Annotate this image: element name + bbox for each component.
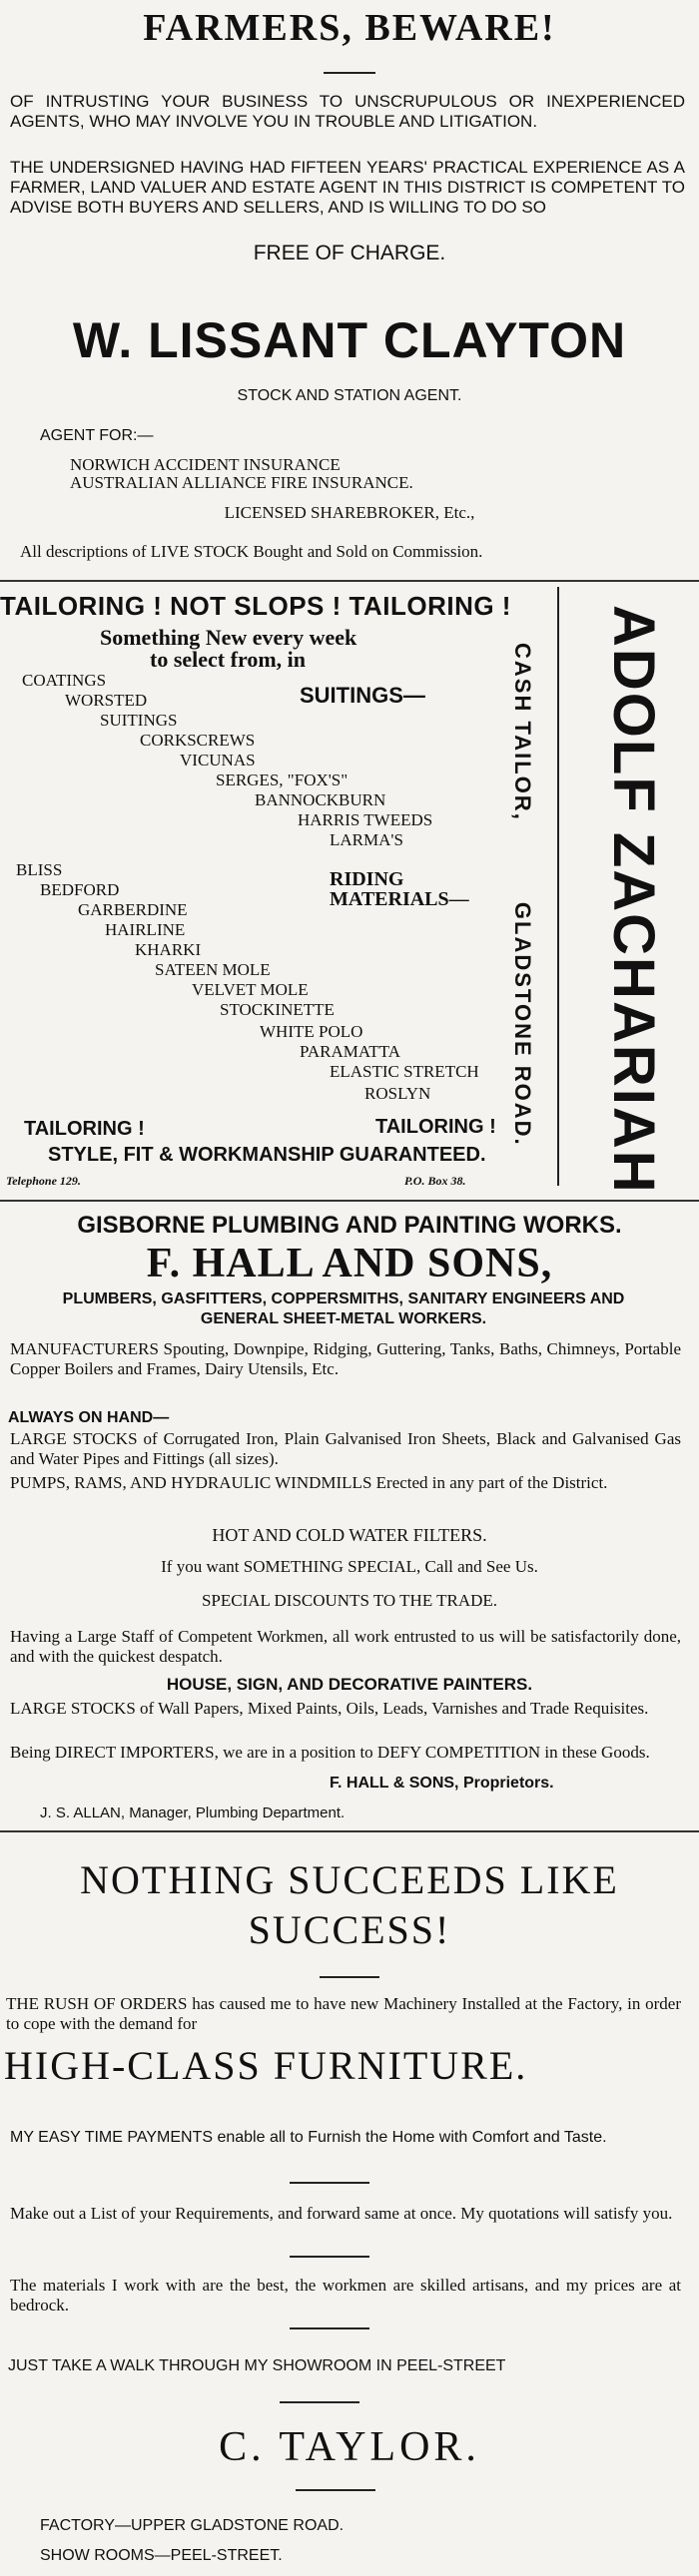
ad4-rush: THE RUSH OF ORDERS has caused me to have new Machinery Installed at the Factory, in order to cope with the demand for: [6, 1994, 681, 2033]
ad1-agent-for: AGENT FOR:—: [40, 427, 154, 444]
ad2-sub1: Something New every week: [100, 625, 357, 650]
ad1-heading: FARMERS, BEWARE!: [143, 7, 556, 49]
ad1-para1: OF INTRUSTING YOUR BUSINESS TO UNSCRUPULOUS OR INEXPERIENCED AGENTS, WHO MAY INVOLVE YOU IN TROUBLE AND LITIGATION.: [10, 92, 685, 131]
suiting-item: SUITINGS: [100, 711, 178, 730]
ad2-guarantee: STYLE, FIT & WORKMANSHIP GUARANTEED.: [48, 1144, 486, 1166]
ad2-riding-label-2: MATERIALS—: [330, 888, 469, 910]
ad4-factory: FACTORY—UPPER GLADSTONE ROAD.: [40, 2517, 345, 2534]
ad3-discounts: SPECIAL DISCOUNTS TO THE TRADE.: [201, 1591, 498, 1610]
ad3-trades: PLUMBERS, GASFITTERS, COPPERSMITHS, SANITARY ENGINEERS AND GENERAL SHEET-METAL WORKERS.: [62, 1290, 625, 1327]
suiting-item: COATINGS: [22, 671, 107, 690]
ad3-special: If you want SOMETHING SPECIAL, Call and See Us.: [161, 1557, 538, 1576]
riding-item: ELASTIC STRETCH: [330, 1062, 479, 1081]
ad1-title: STOCK AND STATION AGENT.: [237, 387, 462, 404]
ad4-furniture: HIGH-CLASS FURNITURE.: [4, 2043, 528, 2088]
ad3-wallpapers: LARGE STOCKS of Wall Papers, Mixed Paints, Oils, Leads, Varnishes and Trade Requisites.: [10, 1699, 649, 1718]
ad4-rule-5: [296, 2489, 375, 2491]
riding-item: KHARKI: [135, 940, 202, 959]
ad3-staff: Having a Large Staff of Competent Workmen, all work entrusted to us will be satisfactorily done, and with the quickest despatch.: [10, 1627, 681, 1666]
ad3-painters: HOUSE, SIGN, AND DECORATIVE PAINTERS.: [166, 1675, 533, 1694]
ad2-side-name: ADOLF ZACHARIAH: [601, 605, 666, 1195]
suiting-item: SERGES, "FOX'S": [216, 771, 349, 789]
ad4-heading-rule: [320, 1976, 379, 1978]
riding-item: BEDFORD: [40, 880, 120, 899]
ad2-side-sub: CASH TAILOR, GLADSTONE ROAD.: [510, 643, 535, 1147]
riding-item: PARAMATTA: [300, 1042, 400, 1061]
ad1-agency-1: NORWICH ACCIDENT INSURANCE: [70, 455, 341, 474]
ad4-materials: The materials I work with are the best, the workmen are skilled artisans, and my prices are at bedrock.: [10, 2276, 681, 2315]
ad2-suitings-label: SUITINGS—: [300, 683, 425, 708]
ad3-stocks: LARGE STOCKS of Corrugated Iron, Plain Galvanised Iron Sheets, Black and Galvanised Gas and Water Pipes and Fittings (all sizes).: [10, 1429, 681, 1468]
riding-item: HAIRLINE: [105, 920, 186, 939]
riding-item: ROSLYN: [364, 1084, 431, 1103]
ad2-headline: TAILORING ! NOT SLOPS ! TAILORING !: [0, 591, 511, 621]
ad4-heading-2: SUCCESS!: [248, 1907, 451, 1952]
suiting-item: BANNOCKBURN: [255, 790, 386, 809]
ad4-rule-3: [290, 2327, 369, 2329]
ad4-rule-1: [290, 2182, 369, 2184]
ad2-pobox: P.O. Box 38.: [404, 1174, 466, 1188]
divider-3: [0, 1830, 699, 1832]
ad2-telephone: Telephone 129.: [6, 1174, 81, 1188]
ad2-side-rule: [557, 587, 559, 1186]
ad1-broker: LICENSED SHAREBROKER, Etc.,: [224, 503, 475, 522]
ad2-tailoring-left: TAILORING !: [24, 1118, 145, 1140]
ad1-free-of-charge: FREE OF CHARGE.: [253, 242, 446, 264]
riding-item: WHITE POLO: [260, 1022, 363, 1041]
riding-item: SATEEN MOLE: [155, 960, 271, 979]
suiting-item: LARMA'S: [330, 830, 403, 849]
suiting-item: VICUNAS: [180, 751, 256, 770]
ad4-showrooms: SHOW ROOMS—PEEL-STREET.: [40, 2547, 283, 2564]
ad3-name: F. HALL AND SONS,: [146, 1241, 553, 1287]
ad3-heading: GISBORNE PLUMBING AND PAINTING WORKS.: [77, 1212, 622, 1239]
ad3-always: ALWAYS ON HAND—: [8, 1409, 170, 1426]
ad2-riding-label-1: RIDING: [330, 868, 404, 890]
ad4-payments: MY EASY TIME PAYMENTS enable all to Furnish the Home with Comfort and Taste.: [10, 2129, 607, 2146]
ad3-filters: HOT AND COLD WATER FILTERS.: [212, 1525, 487, 1545]
suiting-item: WORSTED: [65, 691, 148, 710]
divider-2: [0, 1200, 699, 1202]
ad2-tailoring-right: TAILORING !: [375, 1116, 496, 1138]
ad4-walk: JUST TAKE A WALK THROUGH MY SHOWROOM IN PEEL-STREET: [8, 2357, 506, 2374]
ad3-manufacturers: MANUFACTURERS Spouting, Downpipe, Ridging, Guttering, Tanks, Baths, Chimneys, Portable Copper Boilers and Frames, Dairy Utensils, Etc.: [10, 1339, 681, 1378]
ad3-importers: Being DIRECT IMPORTERS, we are in a position to DEFY COMPETITION in these Goods.: [10, 1743, 650, 1762]
riding-item: VELVET MOLE: [192, 980, 309, 999]
ad2-sub2: to select from, in: [150, 647, 306, 672]
ad4-name: C. TAYLOR.: [219, 2424, 480, 2470]
riding-item: STOCKINETTE: [220, 1000, 335, 1019]
ad1-heading-rule: [324, 72, 375, 74]
ad1-livestock: All descriptions of LIVE STOCK Bought and Sold on Commission.: [20, 542, 483, 561]
riding-item: GARBERDINE: [78, 900, 188, 919]
ad1-agency-2: AUSTRALIAN ALLIANCE FIRE INSURANCE.: [70, 473, 413, 492]
ad4-list: Make out a List of your Requirements, and forward same at once. My quotations will satisfy you.: [10, 2204, 673, 2223]
ad3-proprietors: F. HALL & SONS, Proprietors.: [330, 1775, 554, 1792]
suiting-item: HARRIS TWEEDS: [298, 810, 433, 829]
ad4-rule-2: [290, 2256, 369, 2258]
ad1-para2: THE UNDERSIGNED HAVING HAD FIFTEEN YEARS' PRACTICAL EXPERIENCE AS A FARMER, LAND VALUER AND ESTATE AGENT IN THIS DISTRICT IS COMPETENT TO ADVISE BOTH BUYERS AND SELLERS, AND IS WILLING TO DO SO: [10, 158, 685, 217]
divider-1: [0, 580, 699, 582]
ad3-pumps: PUMPS, RAMS, AND HYDRAULIC WINDMILLS Erected in any part of the District.: [10, 1473, 608, 1492]
riding-item: BLISS: [16, 860, 63, 879]
ad1-name: W. LISSANT CLAYTON: [72, 312, 627, 368]
ad3-manager: J. S. ALLAN, Manager, Plumbing Department.: [40, 1804, 346, 1821]
suiting-item: CORKSCREWS: [140, 731, 256, 750]
ad4-rule-4: [280, 2401, 359, 2403]
ad4-heading-1: NOTHING SUCCEEDS LIKE: [80, 1857, 619, 1902]
